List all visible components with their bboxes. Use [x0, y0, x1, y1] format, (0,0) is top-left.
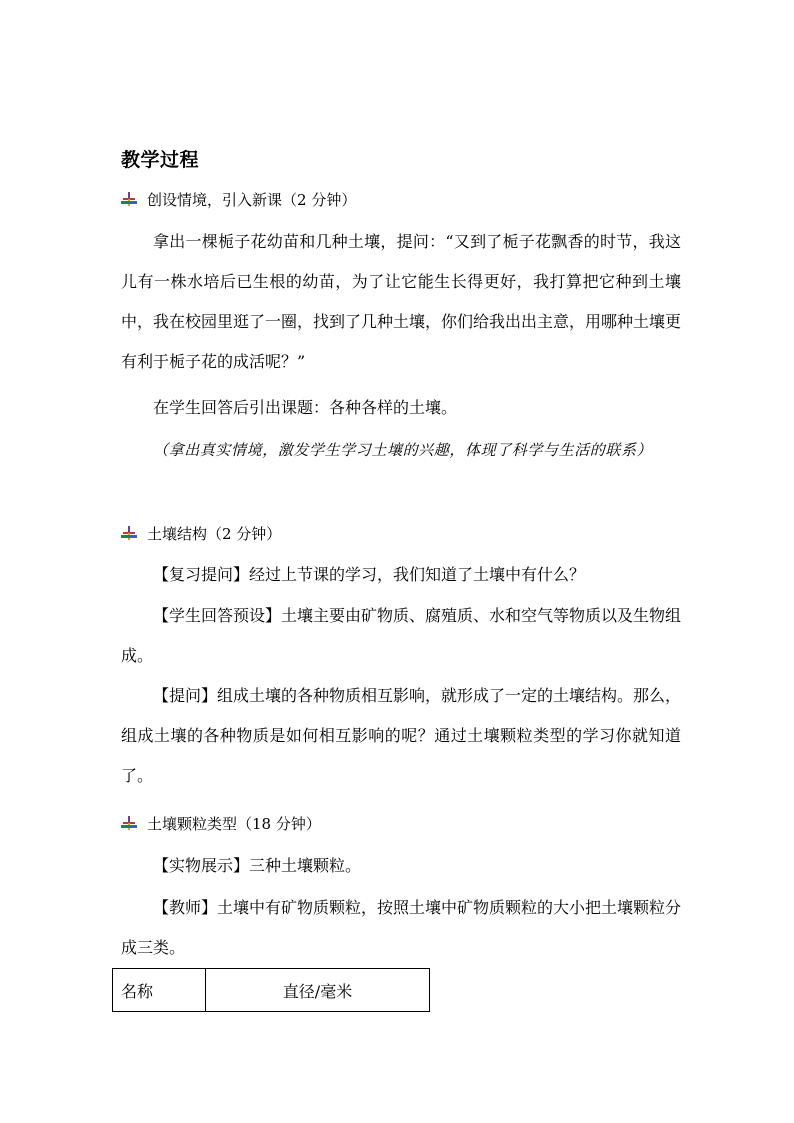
section-heading-text: 土壤结构（2 分钟） [147, 525, 282, 543]
student-answer-paragraph: 【学生回答预设】土壤主要由矿物质、腐殖质、水和空气等物质以及生物组成。 [121, 606, 682, 665]
page-title: 教学过程 [121, 149, 200, 171]
bullet-arrow-icon [121, 525, 137, 541]
table-header-name: 名称 [113, 969, 206, 1012]
table-header-row [113, 969, 430, 1012]
teacher-paragraph: 【教师】土壤中有矿物质颗粒，按照土壤中矿物质颗粒的大小把土壤颗粒分成三类。 [121, 898, 682, 957]
table-header-diameter: 直径/毫米 [206, 969, 430, 1012]
section-heading-text: 创设情境，引入新课（2 分钟） [147, 191, 357, 209]
intro-paragraph: 拿出一棵栀子花幼苗和几种土壤，提问：“又到了栀子花飘香的时节，我这儿有一株水培后已生根的幼苗，为了让它能生长得更好，我打算把它种到土壤中，我在校园里逛了一圈，找到了几种土壤，你们给我出出主意，用哪种土壤更有利于栀子花的成活呢？” [121, 232, 682, 371]
section-heading-intro [121, 189, 356, 211]
bullet-arrow-icon [121, 815, 137, 831]
display-line: 【实物展示】三种土壤颗粒。 [153, 856, 362, 875]
section-heading-particles [121, 813, 321, 835]
particle-table [112, 968, 430, 1012]
intro-topic-line: 在学生回答后引出课题：各种各样的土壤。 [153, 398, 458, 417]
section-heading-text: 土壤颗粒类型（18 分钟） [147, 815, 321, 833]
bullet-arrow-icon [121, 191, 137, 207]
section-heading-structure [121, 523, 281, 545]
question-paragraph: 【提问】组成土壤的各种物质相互影响，就形成了一定的土壤结构。那么，组成土壤的各种物质是如何相互影响的呢？通过土壤颗粒类型的学习你就知道了。 [121, 686, 682, 785]
intro-note: （拿出真实情境，激发学生学习土壤的兴趣，体现了科学与生活的联系） [153, 441, 653, 459]
review-question: 【复习提问】经过上节课的学习，我们知道了土壤中有什么？ [153, 565, 586, 584]
